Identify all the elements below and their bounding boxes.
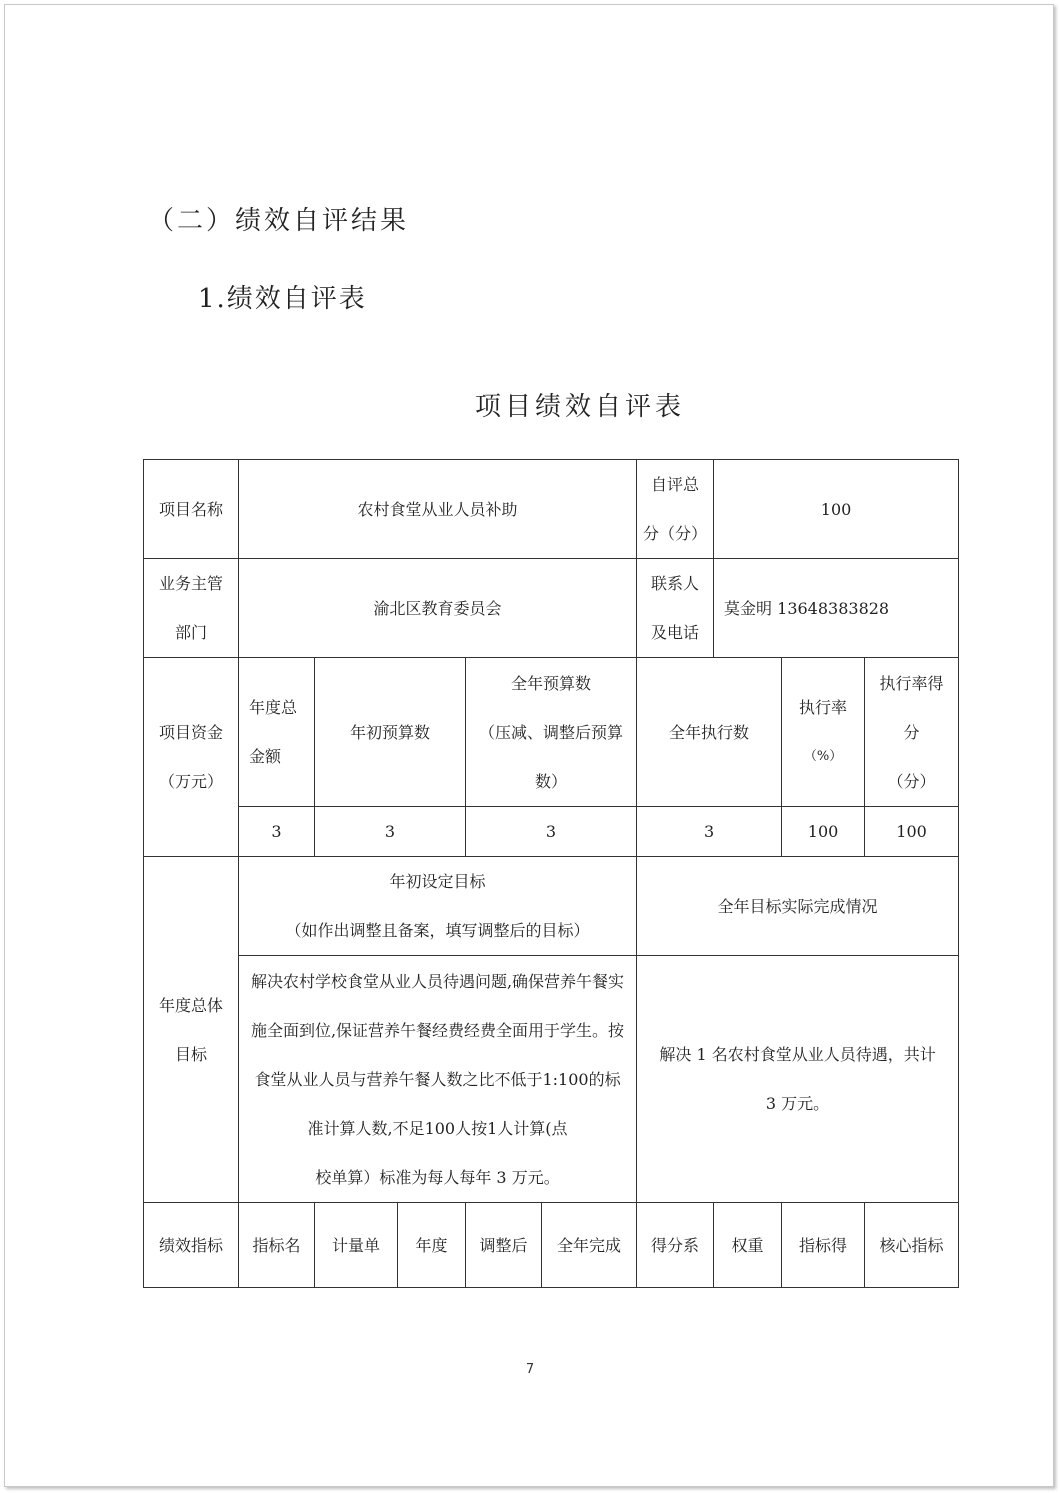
fund-executed-header: 全年执行数 xyxy=(637,658,782,807)
fund-score-header-line1: 执行率得 xyxy=(879,673,944,693)
indicator-header: 年度 xyxy=(398,1203,466,1288)
goal-done-text-line1: 解决 1 名农村食堂从业人员待遇，共计 xyxy=(659,1045,936,1064)
department-row xyxy=(144,559,959,658)
fund-score-header-line3: （分） xyxy=(887,771,936,791)
contact-label-line1: 联系人 xyxy=(651,574,700,593)
indicator-label: 绩效指标 xyxy=(144,1203,239,1288)
self-score-label-line2: 分（分） xyxy=(643,524,708,543)
goal-label xyxy=(144,857,239,1203)
fund-total-header-line1: 年度总 xyxy=(249,698,298,717)
fund-score-header-line2: 分 xyxy=(903,722,920,742)
indicator-header: 计量单 xyxy=(315,1203,398,1288)
indicator-header: 权重 xyxy=(714,1203,782,1288)
project-name-label: 项目名称 xyxy=(144,460,239,559)
fund-total-header-line2: 金额 xyxy=(249,747,282,766)
goal-set-header-line2: （如作出调整且备案，填写调整后的目标） xyxy=(285,921,590,940)
table-title: 项目绩效自评表 xyxy=(474,392,685,422)
fund-label xyxy=(144,658,239,857)
dept-label xyxy=(144,559,239,658)
goal-label-line1: 年度总体 xyxy=(158,995,223,1015)
fund-rate-value: 100 xyxy=(782,807,865,857)
fund-full-value: 3 xyxy=(466,807,637,857)
page-number: 7 xyxy=(525,1362,535,1377)
dept-label-line1: 业务主管 xyxy=(158,574,223,593)
goal-done-header: 全年目标实际完成情况 xyxy=(637,857,959,956)
fund-label-line2: （万元） xyxy=(158,772,223,791)
fund-header-row xyxy=(144,658,959,807)
goal-set-text xyxy=(239,956,637,1203)
indicator-header-row xyxy=(144,1203,959,1288)
section-heading: （二）绩效自评结果 xyxy=(148,206,410,236)
dept-label-line2: 部门 xyxy=(174,623,207,642)
performance-table xyxy=(143,459,959,1288)
goal-set-header-line1: 年初设定目标 xyxy=(389,872,486,891)
fund-total-value: 3 xyxy=(239,807,315,857)
fund-score-value: 100 xyxy=(865,807,959,857)
fund-rate-header-line1: 执行率 xyxy=(799,698,848,717)
indicator-header: 全年完成 xyxy=(542,1203,637,1288)
project-name-row xyxy=(144,460,959,559)
indicator-header: 指标得 xyxy=(782,1203,865,1288)
self-score-label xyxy=(637,460,714,559)
goal-set-text-last: 校单算）标准为每人每年 3 万元。 xyxy=(315,1167,560,1187)
contact-value: 莫金明 13648383828 xyxy=(714,559,959,658)
fund-full-header xyxy=(466,658,637,807)
fund-executed-value: 3 xyxy=(637,807,782,857)
goal-done-text-line2: 3 万元。 xyxy=(765,1094,830,1113)
self-score-value: 100 xyxy=(714,460,959,559)
goal-label-line2: 目标 xyxy=(174,1044,207,1064)
goal-header-row xyxy=(144,857,959,956)
fund-initial-header: 年初预算数 xyxy=(315,658,466,807)
self-score-label-line1: 自评总 xyxy=(651,475,700,494)
indicator-header: 核心指标 xyxy=(865,1203,959,1288)
fund-values-row xyxy=(144,807,959,857)
contact-label xyxy=(637,559,714,658)
goal-set-text-body: 解决农村学校食堂从业人员待遇问题,确保营养午餐实施全面到位,保证营养午餐经费经费全面用于学生。按食堂从业人员与营养午餐人数之比不低于1:100的标准计算人数,不足100人按1人计算(点 xyxy=(250,971,625,1138)
indicator-header: 调整后 xyxy=(466,1203,542,1288)
fund-total-header xyxy=(239,658,315,807)
fund-score-header xyxy=(865,658,959,807)
sub-heading: 1.绩效自评表 xyxy=(198,284,367,314)
indicator-header: 得分系 xyxy=(637,1203,714,1288)
goal-content-row xyxy=(144,956,959,1203)
fund-rate-header xyxy=(782,658,865,807)
fund-label-line1: 项目资金 xyxy=(158,723,223,742)
dept-value: 渝北区教育委员会 xyxy=(239,559,637,658)
project-name-value: 农村食堂从业人员补助 xyxy=(239,460,637,559)
indicator-header: 指标名 xyxy=(239,1203,315,1288)
goal-done-text xyxy=(637,956,959,1203)
fund-full-header-line1: 全年预算数 xyxy=(511,673,592,693)
fund-full-header-line2: （压减、调整后预算 xyxy=(479,722,624,742)
fund-full-header-line3: 数） xyxy=(535,771,568,791)
goal-set-header xyxy=(239,857,637,956)
fund-initial-value: 3 xyxy=(315,807,466,857)
fund-rate-header-line2: （%） xyxy=(803,749,843,764)
contact-label-line2: 及电话 xyxy=(651,623,700,642)
